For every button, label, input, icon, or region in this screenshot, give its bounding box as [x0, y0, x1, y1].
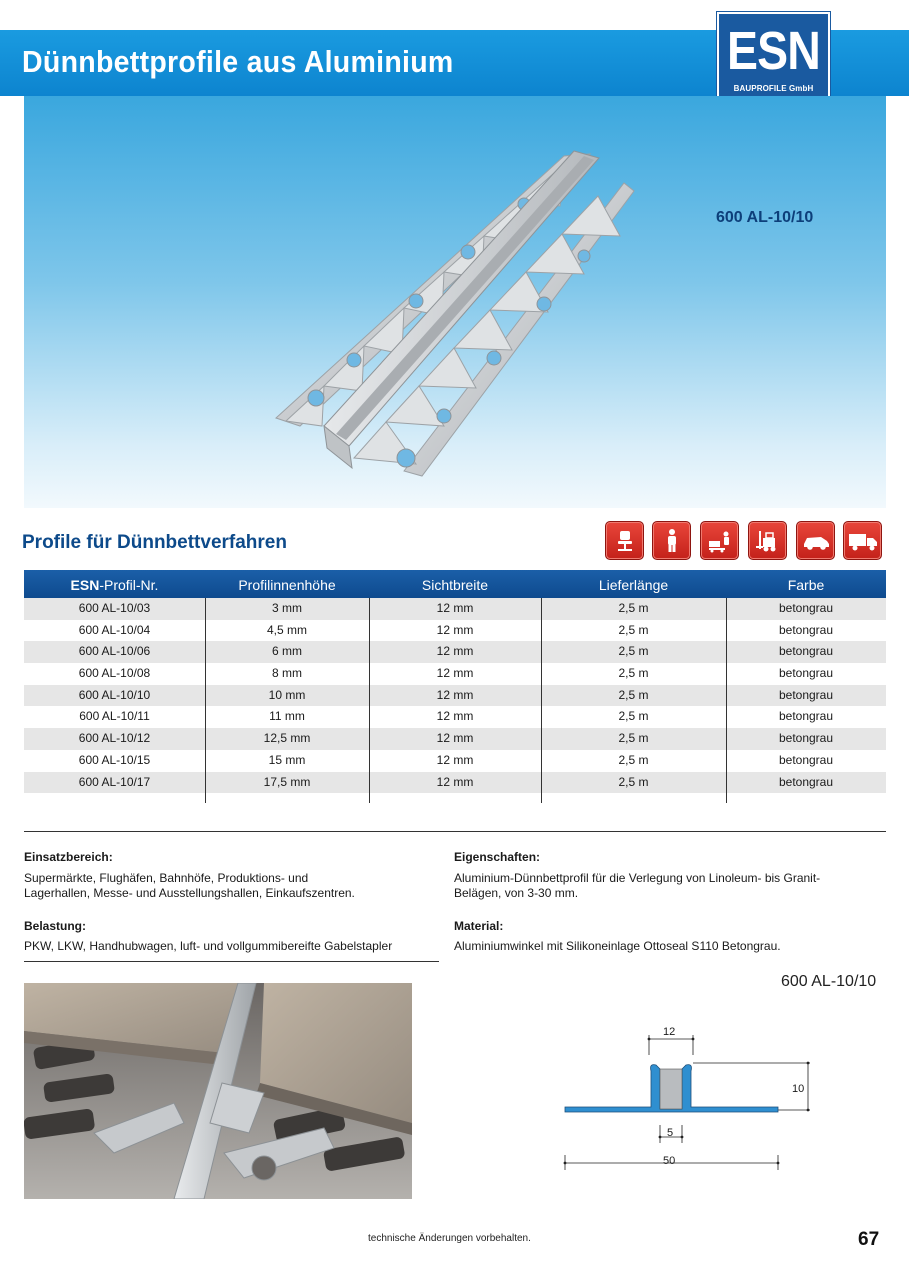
cell-height: 17,5 mm [263, 774, 311, 789]
table-row [24, 598, 886, 620]
cell-visible-width: 12 mm [436, 622, 474, 637]
column-divider [205, 598, 206, 803]
dimension-slot-label: 5 [667, 1127, 674, 1139]
cell-height: 10 mm [268, 687, 306, 702]
cell-visible-width: 12 mm [436, 644, 474, 659]
page-title: Dünnbettprofile aus Aluminium [22, 44, 454, 79]
col-header-profile-no: ESN-Profil-Nr. [70, 577, 159, 593]
profile-rendering [24, 96, 886, 508]
hero-product-code: 600 AL-10/10 [716, 209, 814, 226]
table-row [24, 772, 886, 794]
eigenschaften-text: Aluminium-Dünnbettprofil für die Verlegung von Linoleum- bis Granit- Belägen, von 3-30 mm. [454, 871, 821, 900]
hand-pallet-truck-icon [700, 521, 739, 560]
dimension-total-label: 50 [663, 1155, 676, 1167]
cell-length: 2,5 m [618, 666, 649, 681]
cell-color: betongrau [778, 687, 834, 702]
cell-visible-width: 12 mm [436, 666, 474, 681]
cell-length: 2,5 m [618, 601, 649, 615]
einsatzbereich-heading: Einsatzbereich: [24, 850, 113, 864]
car-icon [796, 521, 835, 560]
material-text: Aluminiumwinkel mit Silikoneinlage Ottoseal S110 Betongrau. [454, 939, 781, 953]
table-row [24, 641, 886, 663]
cell-length: 2,5 m [618, 622, 649, 637]
cell-height: 15 mm [268, 752, 306, 767]
table-row [24, 728, 886, 750]
cell-height: 4,5 mm [266, 622, 307, 637]
cell-visible-width: 12 mm [436, 731, 474, 746]
cell-length: 2,5 m [618, 774, 649, 789]
table-body [24, 598, 886, 793]
column-divider [726, 598, 727, 803]
pedestrian-icon [652, 521, 691, 560]
table-row [24, 663, 886, 685]
office-chair-icon [605, 521, 644, 560]
logo-wordmark: ESN [727, 21, 820, 81]
truck-icon [843, 521, 882, 560]
cell-height: 12,5 mm [263, 731, 311, 746]
cell-color: betongrau [778, 709, 834, 724]
cell-height: 11 mm [269, 709, 305, 724]
diagram-product-code: 600 AL-10/10 [781, 973, 877, 990]
cell-height: 3 mm [272, 601, 302, 615]
col-header-visible-width: Sichtbreite [421, 577, 489, 593]
belastung-text: PKW, LKW, Handhubwagen, luft- und vollgummibereifte Gabelstapler [24, 939, 393, 953]
forklift-icon [748, 521, 787, 560]
cell-length: 2,5 m [618, 731, 649, 746]
cell-color: betongrau [778, 644, 834, 659]
cell-height: 6 mm [272, 644, 302, 659]
belastung-heading: Belastung: [24, 919, 87, 933]
cell-color: betongrau [778, 666, 834, 681]
cell-length: 2,5 m [618, 687, 649, 702]
cell-profile-no: 600 AL-10/04 [78, 622, 151, 637]
col-header-height: Profilinnenhöhe [238, 577, 336, 593]
section-heading: Profile für Dünnbettverfahren [22, 532, 287, 553]
cell-length: 2,5 m [618, 644, 649, 659]
section-divider [24, 831, 886, 832]
col-header-color: Farbe [787, 577, 825, 593]
cell-profile-no: 600 AL-10/12 [78, 731, 151, 746]
cell-profile-no: 600 AL-10/10 [78, 687, 151, 702]
cell-color: betongrau [778, 731, 834, 746]
cell-visible-width: 12 mm [436, 601, 474, 615]
table-row [24, 750, 886, 772]
installation-photo [24, 983, 412, 1199]
einsatzbereich-text: Supermärkte, Flughäfen, Bahnhöfe, Produktions- und Lagerhallen, Messe- und Ausstellungshallen, Einkaufszentren. [24, 871, 355, 900]
page-number: 67 [858, 1229, 880, 1250]
footer-note: technische Änderungen vorbehalten. [368, 1233, 531, 1244]
column-divider [369, 598, 370, 803]
cell-color: betongrau [778, 774, 834, 789]
cell-length: 2,5 m [618, 752, 649, 767]
cell-length: 2,5 m [618, 709, 649, 724]
cell-profile-no: 600 AL-10/11 [79, 709, 150, 724]
cell-profile-no: 600 AL-10/17 [78, 774, 151, 789]
table-row [24, 706, 886, 728]
cell-color: betongrau [778, 752, 834, 767]
col-header-length: Lieferlänge [598, 577, 669, 593]
table-header [24, 570, 886, 598]
cell-visible-width: 12 mm [436, 709, 474, 724]
cell-profile-no: 600 AL-10/15 [78, 752, 151, 767]
cell-profile-no: 600 AL-10/08 [78, 666, 151, 681]
cell-color: betongrau [778, 601, 834, 615]
cell-visible-width: 12 mm [436, 687, 474, 702]
cell-color: betongrau [778, 622, 834, 637]
cell-visible-width: 12 mm [436, 752, 474, 767]
cell-height: 8 mm [272, 666, 302, 681]
logo-subtitle: BAUPROFILE GmbH [733, 84, 814, 93]
product-hero-image [24, 96, 886, 508]
belastung-underline [24, 961, 439, 962]
column-divider [541, 598, 542, 803]
profile-table [24, 570, 886, 793]
material-heading: Material: [454, 919, 504, 933]
table-row [24, 685, 886, 707]
cell-visible-width: 12 mm [436, 774, 474, 789]
dimension-top-label: 12 [663, 1026, 676, 1038]
cross-section-diagram [550, 1015, 810, 1175]
dimension-height-label: 10 [792, 1083, 805, 1095]
cell-profile-no: 600 AL-10/03 [78, 601, 151, 615]
eigenschaften-heading: Eigenschaften: [454, 850, 541, 864]
table-row [24, 620, 886, 642]
cell-profile-no: 600 AL-10/06 [78, 644, 151, 659]
